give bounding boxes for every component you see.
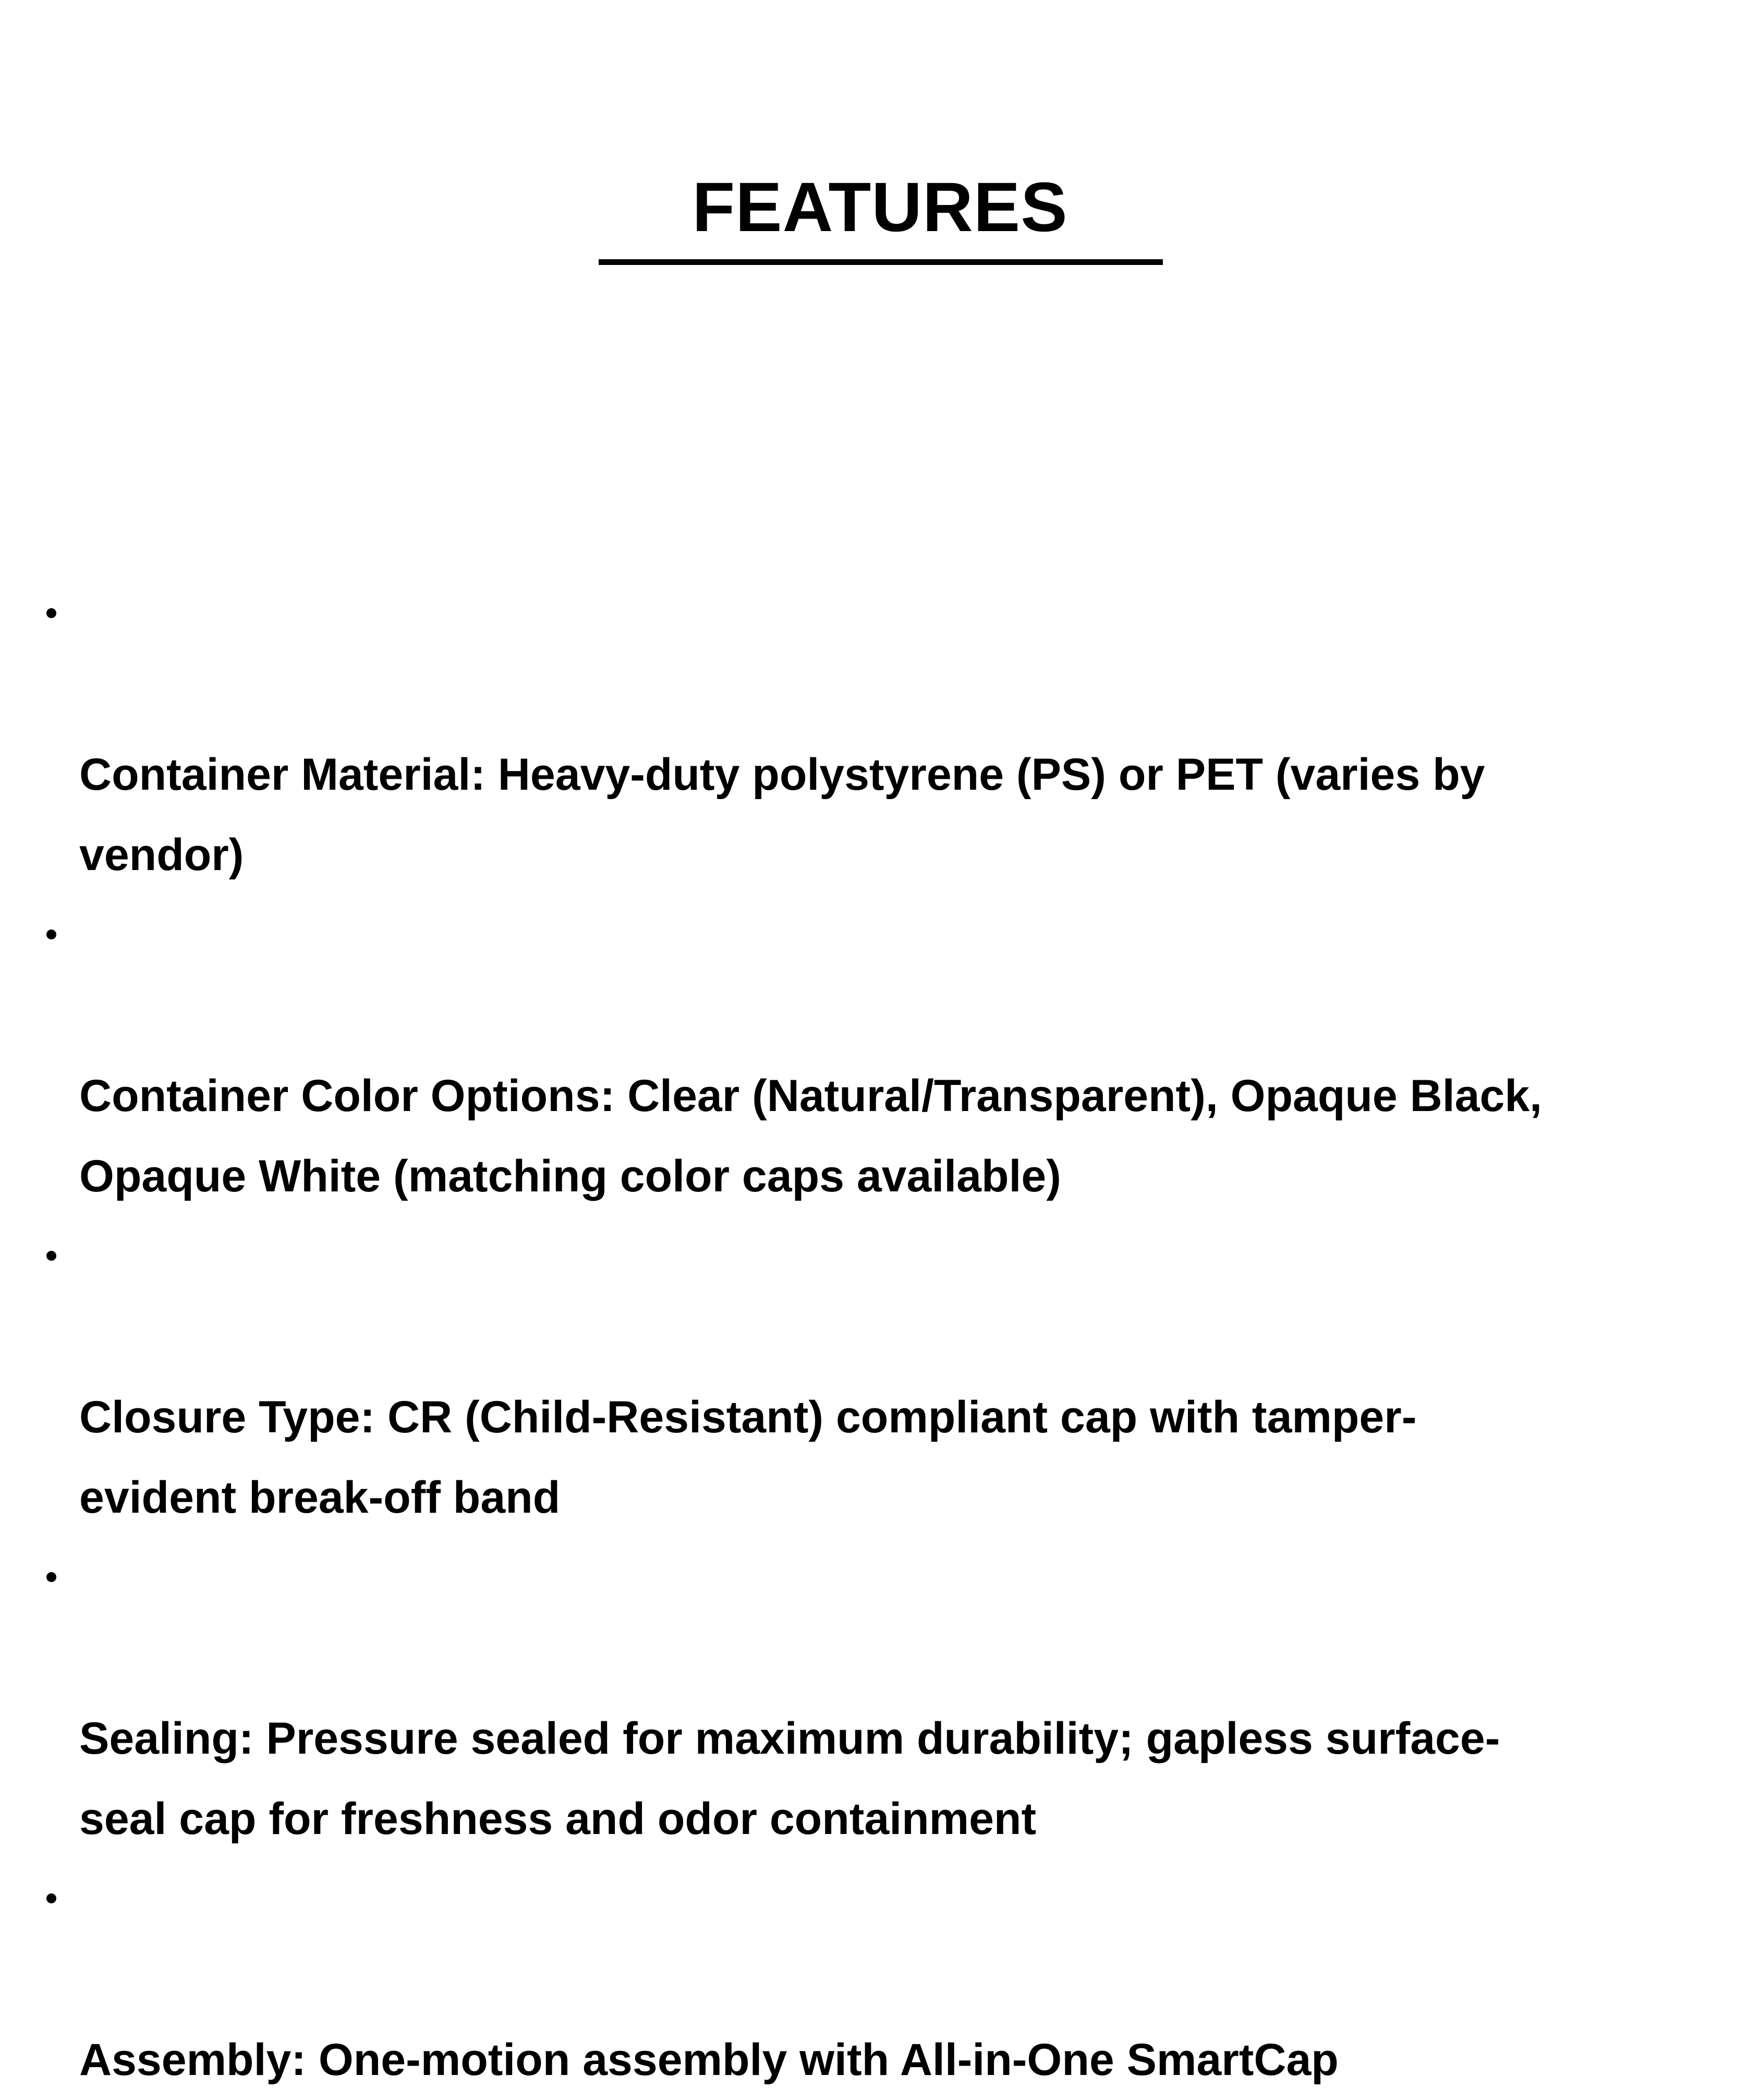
feature-text: Sealing: Pressure sealed for maximum durability; gapless surface- seal cap for freshness and odor containment [79,1713,1500,1844]
feature-text: Assembly: One-motion assembly with All-in-One SmartCap [79,2035,1339,2085]
bullet-icon [46,1572,56,1582]
feature-item-color-options [0,895,1760,1216]
feature-item-sealing [0,1538,1760,1859]
bullet-icon [46,1893,56,1903]
bullet-icon [46,1251,56,1261]
bullet-icon [46,930,56,939]
title-underline [599,259,1163,265]
feature-text: Container Color Options: Clear (Natural/Transparent), Opaque Black, Opaque White (matching color caps available) [79,1071,1543,1201]
feature-item-closure-type [0,1216,1760,1538]
feature-item-assembly [0,1859,1760,2100]
page-title: FEATURES [692,168,1068,246]
feature-list [0,574,1760,2100]
feature-text: Container Material: Heavy-duty polystyrene (PS) or PET (varies by vendor) [79,750,1485,880]
feature-text: Closure Type: CR (Child-Resistant) compliant cap with tamper- evident break-off band [79,1392,1417,1523]
feature-item-material [0,574,1760,895]
bullet-icon [46,608,56,618]
